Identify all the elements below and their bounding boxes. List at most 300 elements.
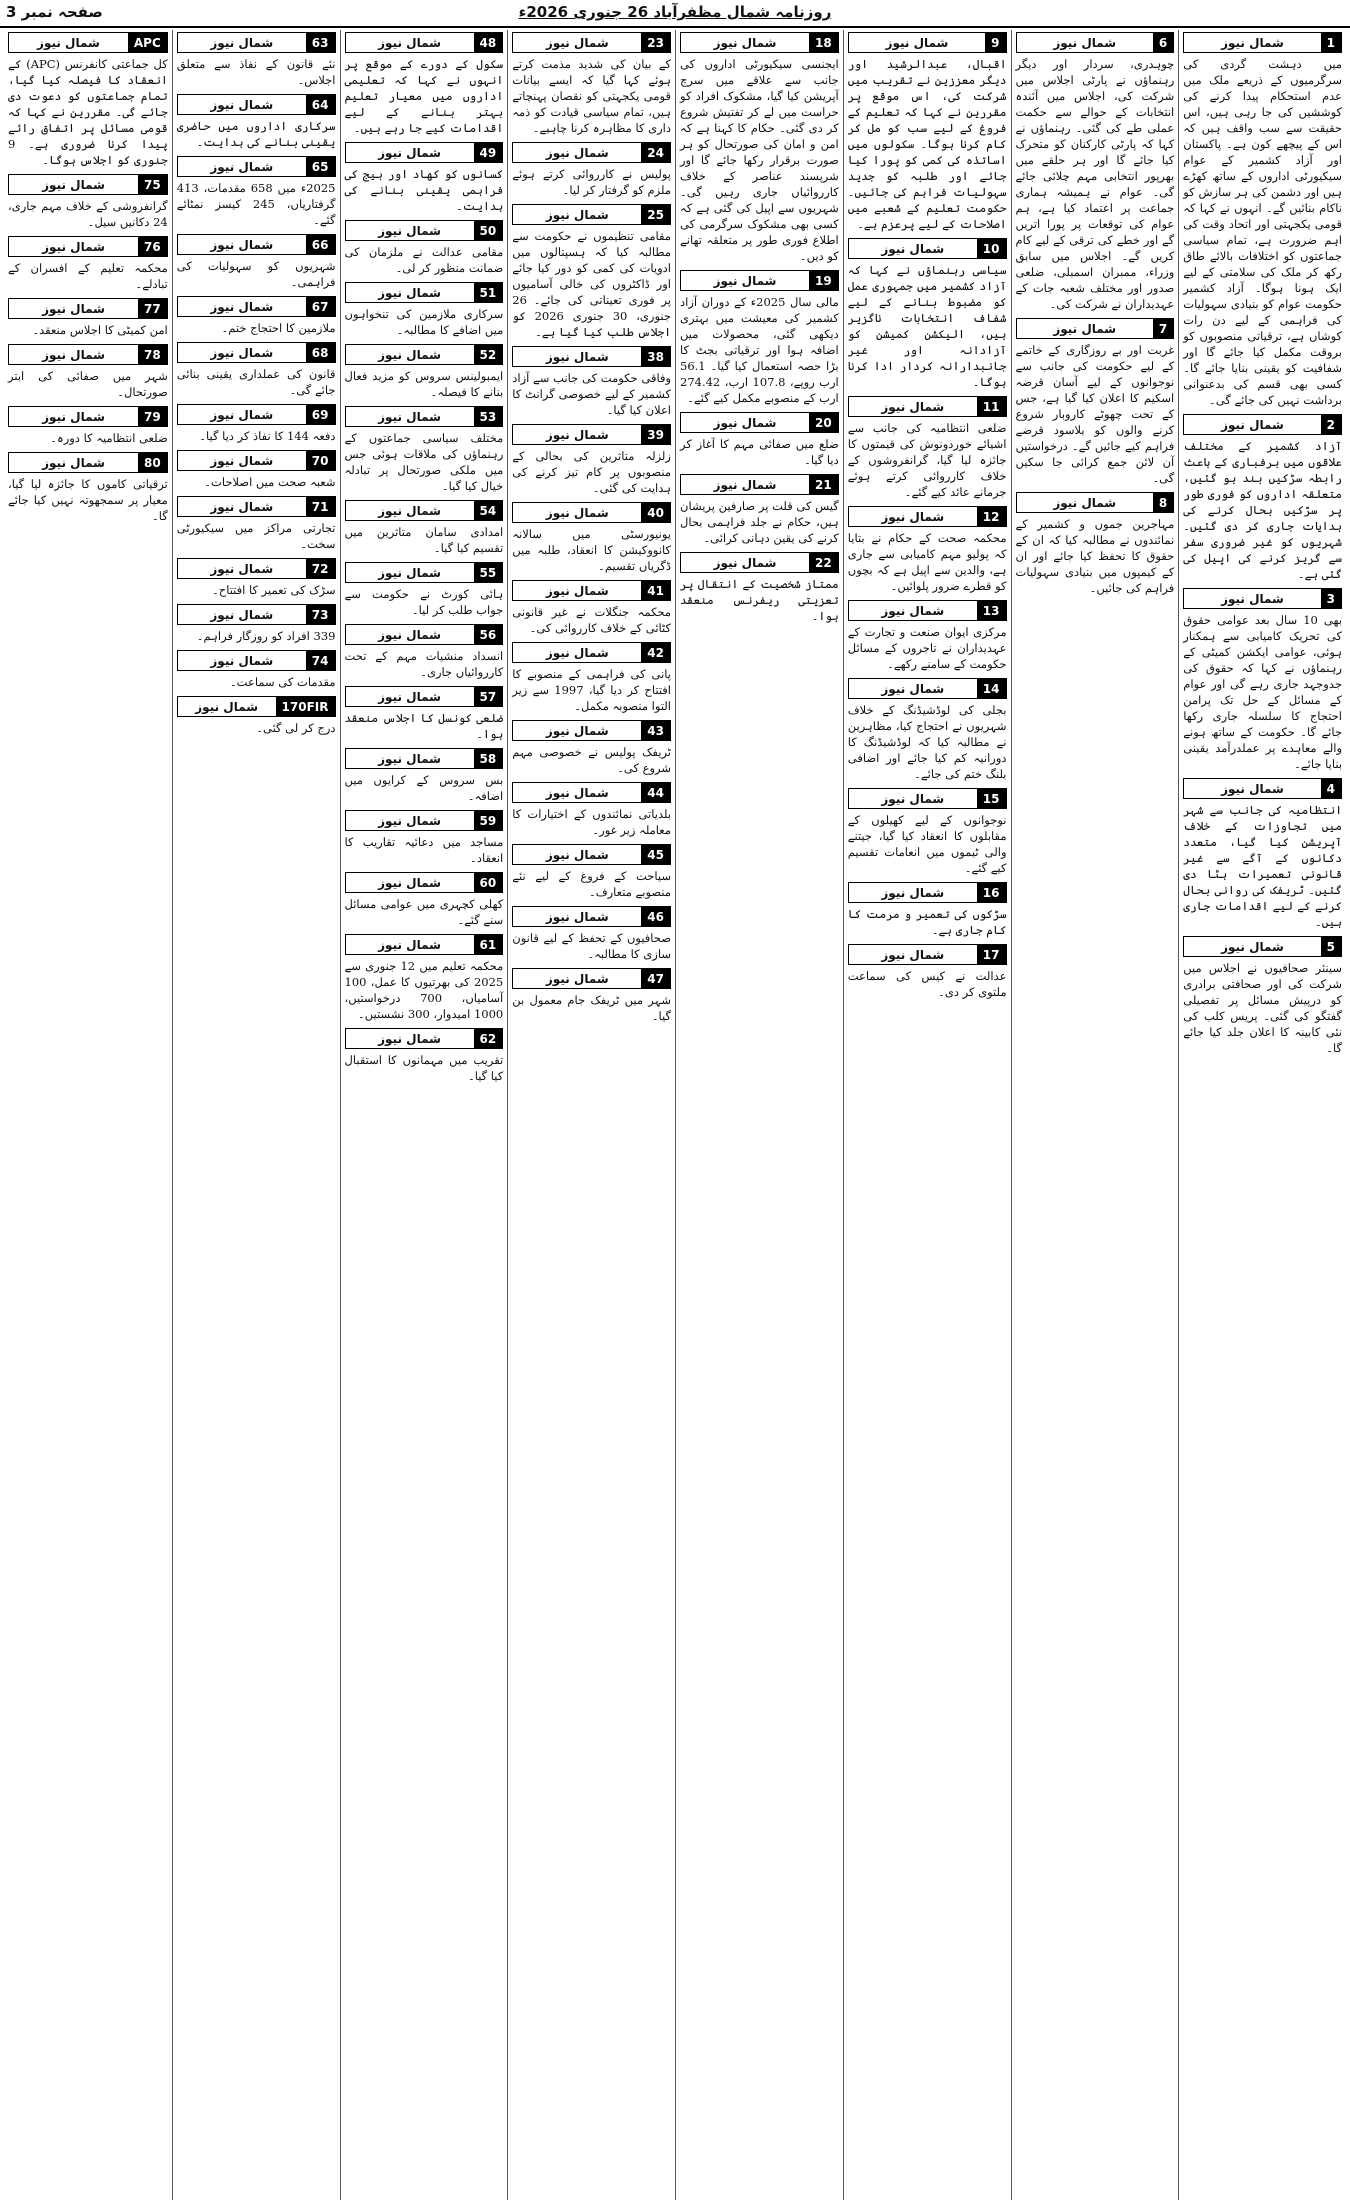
story-number-badge: 7 [1153, 319, 1173, 338]
news-story [340, 1028, 504, 1084]
story-source-label: شمال نیوز [210, 407, 274, 422]
story-header [8, 344, 168, 365]
story-body-text: ٹریفک پولیس نے خصوصی مہم شروع کی۔ [508, 745, 671, 775]
story-source-label: شمال نیوز [378, 813, 441, 828]
story-number-badge: 9 [985, 33, 1005, 52]
story-number-badge: 44 [641, 783, 670, 802]
story-body-text: سکول کے دورے کے موقع پر انہوں نے کہا کہ تعلیمی اداروں میں معیار تعلیم بہتر بنانے کے لیے اقدامات کیے جا رہے ہیں۔ [340, 57, 504, 135]
story-number-badge: 38 [641, 347, 670, 366]
story-number-badge: 58 [474, 749, 503, 768]
story-body-text: غربت اور بے روزگاری کے خاتمے کے لیے حکومت کی جانب سے نوجوانوں کے لیے آسان قرضہ اسکیم کا اعلان کیا گیا ہے، جس کے تحت چھوٹے کاروبار شروع کرنے والوں کو بلاسود قرضے فراہم کیے جائیں گے۔ درخواستیں آن لائن جمع کرائی جا سکیں گی۔ [1011, 343, 1175, 485]
story-source-label: شمال نیوز [210, 345, 274, 360]
story-number-badge: 18 [809, 33, 838, 52]
story-body-text: ترقیاتی کاموں کا جائزہ لیا گیا، معیار پر سمجھوتہ نہیں کیا جائے گا۔ [4, 477, 168, 523]
story-number-badge: 24 [641, 143, 670, 162]
news-story [1179, 778, 1342, 930]
news-story [340, 142, 504, 214]
story-header [512, 906, 671, 927]
story-header [177, 496, 336, 517]
story-header [345, 748, 504, 769]
story-header [848, 32, 1007, 53]
story-source-label: شمال نیوز [545, 583, 609, 598]
story-number-badge: 20 [809, 413, 838, 432]
story-source-label: شمال نیوز [881, 509, 945, 524]
story-number-badge: 45 [641, 845, 670, 864]
story-body-text: وفاقی حکومت کی جانب سے آزاد کشمیر کے لیے خصوصی گرانٹ کا اعلان کیا گیا۔ [508, 371, 671, 417]
news-story [844, 944, 1007, 1000]
story-header [512, 346, 671, 367]
story-body-text: میں دہشت گردی کی سرگرمیوں کے ذریعے ملک میں عدم استحکام پیدا کرنے کی کوششیں کی جا رہی ہیں، اس حقیقت سے سب واقف ہیں کہ اس کے پیچھے کون ہے۔ پاکستان اور آزاد کشمیر کے عوام سیکیورٹی اداروں کے ساتھ کھڑے ہیں اور دشمن کی ہر سازش کو ناکام بنائیں گے۔ انہوں نے کہا کہ قومی یکجہتی اور اتحاد وقت کی اہم ضرورت ہے، تمام سیاسی جماعتوں کو اختلافات بالائے طاق رکھ کر ملک کی سلامتی کے لیے ایک ہونا ہوگا۔ آزاد کشمیر حکومت عوام کو بنیادی سہولیات کی فراہمی کے لیے دن رات کوشاں ہے، ترقیاتی منصوبوں کو بروقت مکمل کیا جائے گا اور شفافیت کو یقینی بنایا جائے گا۔ کسی بھی قسم کی بدعنوانی برداشت نہیں کی جائے گی۔ [1179, 57, 1342, 407]
news-story [4, 344, 168, 400]
story-header [177, 558, 336, 579]
story-number-badge: 16 [977, 883, 1006, 902]
story-source-label: شمال نیوز [42, 409, 105, 424]
story-number-badge: 49 [474, 143, 503, 162]
news-story [676, 270, 839, 406]
masthead [0, 0, 1350, 28]
story-number-badge: 67 [306, 297, 335, 316]
story-header [512, 424, 671, 445]
story-header [345, 624, 504, 645]
story-number-badge: 6 [1153, 33, 1173, 52]
story-body-text: انتظامیہ کی جانب سے شہر میں تجاوزات کے خلاف آپریشن کیا گیا، متعدد دکانوں کے آگے سے غیر قانونی تعمیرات ہٹا دی گئیں۔ ٹریفک کی روانی بحال کرنے کے لیے اقدامات جاری ہیں۔ [1179, 803, 1342, 929]
news-story [508, 502, 671, 574]
story-number-badge: 68 [306, 343, 335, 362]
story-header [680, 270, 839, 291]
story-number-badge: 78 [138, 345, 167, 364]
story-source-label: شمال نیوز [195, 699, 259, 714]
news-story [340, 624, 504, 680]
story-source-label: شمال نیوز [378, 565, 441, 580]
story-number-badge: 170FIR [276, 697, 335, 716]
story-header [512, 642, 671, 663]
story-source-label: شمال نیوز [713, 477, 777, 492]
story-number-badge: 8 [1153, 493, 1173, 512]
story-source-label: شمال نیوز [881, 603, 945, 618]
story-body-text: سڑک کی تعمیر کا افتتاح۔ [212, 583, 336, 597]
story-header [1183, 778, 1342, 799]
story-header [345, 142, 504, 163]
story-header [177, 234, 336, 255]
story-source-label: شمال نیوز [378, 223, 441, 238]
story-body-text: انسداد منشیات مہم کے تحت کارروائیاں جاری۔ [340, 649, 504, 679]
story-header [512, 142, 671, 163]
story-body-text: بس سروس کے کرایوں میں اضافہ۔ [340, 773, 504, 803]
story-header [512, 720, 671, 741]
news-story [340, 220, 504, 276]
story-body-text: سرکاری اداروں میں حاضری یقینی بنانے کی ہدایت۔ [173, 119, 336, 149]
news-story [1011, 492, 1175, 596]
story-source-label: شمال نیوز [881, 947, 945, 962]
story-header [8, 32, 168, 53]
story-body-text: شہر میں ٹریفک جام معمول بن گیا۔ [508, 993, 671, 1023]
news-story [340, 810, 504, 866]
story-source-label: شمال نیوز [378, 689, 441, 704]
news-story [844, 600, 1007, 672]
news-story [508, 424, 671, 496]
news-column [675, 30, 843, 2200]
story-body-text: شہریوں کو سہولیات کی فراہمی۔ [173, 259, 336, 289]
news-column [4, 30, 172, 2200]
story-source-label: شمال نیوز [881, 399, 945, 414]
story-number-badge: 2 [1321, 415, 1341, 434]
story-body-text: ضلع میں صفائی مہم کا آغاز کر دیا گیا۔ [676, 437, 839, 467]
news-story [508, 346, 671, 418]
story-source-label: شمال نیوز [42, 455, 105, 470]
story-body-text: شہر میں صفائی کی ابتر صورتحال۔ [4, 369, 168, 399]
story-number-badge: 69 [306, 405, 335, 424]
news-story [844, 882, 1007, 938]
story-number-badge: 1 [1321, 33, 1341, 52]
story-source-label: شمال نیوز [210, 653, 274, 668]
story-header [512, 844, 671, 865]
news-story [508, 906, 671, 962]
story-body-text: مقامی عدالت نے ملزمان کی ضمانت منظور کر لی۔ [340, 245, 504, 275]
story-number-badge: 62 [474, 1029, 503, 1048]
news-story [177, 404, 336, 444]
story-source-label: شمال نیوز [210, 97, 274, 112]
news-story [177, 604, 336, 644]
story-number-badge: 54 [474, 501, 503, 520]
story-number-badge: 41 [641, 581, 670, 600]
story-source-label: شمال نیوز [210, 561, 274, 576]
story-body-text: کے بیان کی شدید مذمت کرتے ہوئے کہا گیا کہ ایسے بیانات قومی یکجہتی کو نقصان پہنچاتے ہیں، تمام سیاسی قیادت کو ذمہ داری کا مظاہرہ کرنا چاہیے۔ [508, 57, 671, 135]
news-story [508, 782, 671, 838]
story-body-text: نئے قانون کے نفاذ سے متعلق اجلاس۔ [173, 57, 336, 87]
story-header [848, 600, 1007, 621]
story-header [177, 450, 336, 471]
news-column [1178, 30, 1346, 2200]
story-header [8, 298, 168, 319]
story-header [8, 174, 168, 195]
story-number-badge: 23 [641, 33, 670, 52]
news-story [508, 204, 671, 340]
news-story [844, 788, 1007, 876]
story-source-label: شمال نیوز [378, 347, 441, 362]
news-story [508, 720, 671, 776]
story-body-text: مالی سال 2025ء کے دوران آزاد کشمیر کی معیشت میں بہتری دیکھی گئی، محصولات میں اضافہ ہوا اور ترقیاتی بجٹ کا بڑا حصہ استعمال کیا گیا۔ 56.1 ارب روپے، 107.8 ارب، 274.42 ارب کے منصوبے مکمل کیے گئے۔ [676, 295, 839, 405]
news-story [844, 396, 1007, 500]
news-story [177, 696, 336, 736]
story-number-badge: 15 [977, 789, 1006, 808]
news-story [173, 156, 336, 228]
news-column [507, 30, 675, 2200]
story-number-badge: 50 [474, 221, 503, 240]
news-story [1179, 588, 1343, 772]
story-body-text: مختلف سیاسی جماعتوں کے رہنماؤں کی ملاقات ہوئی جس میں ملکی صورتحال پر تبادلہ خیال کیا گیا۔ [340, 431, 504, 493]
story-number-badge: 79 [138, 407, 167, 426]
news-story [1179, 32, 1342, 408]
story-number-badge: 52 [474, 345, 503, 364]
news-story [4, 452, 168, 524]
story-header [177, 342, 336, 363]
story-body-text: ضلعی کونسل کا اجلاس منعقد ہوا۔ [340, 711, 504, 741]
story-number-badge: APC [128, 33, 167, 52]
story-source-label: شمال نیوز [885, 35, 949, 50]
story-source-label: شمال نیوز [545, 145, 609, 160]
story-body-text: امن کمیٹی کا اجلاس منعقد۔ [32, 323, 168, 337]
story-body-text: مقدمات کی سماعت۔ [229, 675, 336, 689]
story-header [1016, 32, 1175, 53]
story-body-text: سیاسی رہنماؤں نے کہا کہ آزاد کشمیر میں جمہوری عمل کو مضبوط بنانے کے لیے شفاف انتخابات ناگزیر ہیں، الیکشن کمیشن کو آزادانہ اور غیر جانبدارانہ کردار ادا کرنا ہوگا۔ [844, 263, 1007, 389]
story-body-text: اقبال، عبدالرشید اور دیگر معززین نے تقریب میں شرکت کی، اس موقع پر مقررین نے کہا کہ تعلیم کے فروغ کے لیے سب کو مل کر کام کرنا ہوگا۔ سکولوں میں اساتذہ کی کمی کو پورا کیا جائے اور طلبہ کو جدید سہولیات فراہم کی جائیں۔ حکومت تعلیم کے شعبے میں اصلاحات کے لیے پرعزم ہے۔ [844, 57, 1007, 231]
story-body-text: چوہدری، سردار اور دیگر رہنماؤں نے پارٹی اجلاس میں شرکت کی، اجلاس میں آئندہ انتخابات کے حوالے سے حکمت عملی طے کی گئی۔ رہنماؤں نے کہا کہ پارٹی کارکنان کو متحرک کیا جائے گا اور ہر حلقے میں بھرپور انتخابی مہم چلائی جائے گی۔ عوام نے ہمیشہ ہماری جماعت پر اعتماد کیا ہے، ہم عوام کی توقعات پر پورا اتریں گے اور خطے کی ترقی کے لیے کام کریں گے۔ اجلاس میں سابق وزراء، ممبران اسمبلی، ضلعی صدور اور مختلف شعبہ جات کے عہدیداران نے شرکت کی۔ [1011, 57, 1175, 311]
story-source-label: شمال نیوز [378, 285, 441, 300]
news-story [1011, 32, 1175, 312]
story-body-text: مہاجرین جموں و کشمیر کے نمائندوں نے مطالبہ کیا کہ ان کے حقوق کا تحفظ کیا جائے اور ان کے کیمپوں میں بنیادی سہولیات فراہم کی جائیں۔ [1011, 517, 1175, 595]
story-source-label: شمال نیوز [1053, 321, 1117, 336]
story-body-text: ممتاز شخصیت کے انتقال پر تعزیتی ریفرنس منعقد ہوا۔ [676, 577, 839, 623]
news-story [676, 412, 839, 468]
story-body-text: صحافیوں کے تحفظ کے لیے قانون سازی کا مطالبہ۔ [508, 931, 671, 961]
story-source-label: شمال نیوز [378, 35, 441, 50]
story-number-badge: 71 [306, 497, 335, 516]
story-body-text: ضلعی انتظامیہ کی جانب سے اشیائے خوردونوش کی قیمتوں کا جائزہ لیا گیا، گرانفروشوں کے خلاف کارروائی کرتے ہوئے جرمانے عائد کیے گئے۔ [844, 421, 1007, 499]
story-source-label: شمال نیوز [210, 159, 274, 174]
story-header [512, 782, 671, 803]
story-source-label: شمال نیوز [545, 847, 609, 862]
news-column [172, 30, 340, 2200]
story-body-text: پانی کی فراہمی کے منصوبے کا افتتاح کر دیا گیا، 1997 سے زیر التوا منصوبہ مکمل۔ [508, 667, 671, 713]
story-source-label: شمال نیوز [378, 751, 441, 766]
story-header [345, 406, 504, 427]
story-body-text: ضلعی انتظامیہ کا دورہ۔ [50, 431, 168, 445]
story-source-label: شمال نیوز [881, 791, 945, 806]
story-number-badge: 64 [306, 95, 335, 114]
story-source-label: شمال نیوز [210, 499, 274, 514]
story-source-label: شمال نیوز [881, 885, 945, 900]
story-body-text: کھلی کچہری میں عوامی مسائل سنے گئے۔ [340, 897, 504, 927]
story-header [345, 32, 504, 53]
story-source-label: شمال نیوز [378, 875, 441, 890]
story-body-text: محکمہ تعلیم کے افسران کے تبادلے۔ [4, 261, 168, 291]
story-header [1183, 588, 1342, 609]
story-body-text: ایمبولینس سروس کو مزید فعال بنانے کا فیصلہ۔ [340, 369, 504, 399]
story-source-label: شمال نیوز [881, 241, 945, 256]
story-number-badge: 48 [474, 33, 503, 52]
story-source-label: شمال نیوز [545, 35, 609, 50]
story-source-label: شمال نیوز [713, 273, 777, 288]
story-header [848, 238, 1007, 259]
story-header [1183, 414, 1342, 435]
story-source-label: شمال نیوز [378, 145, 441, 160]
story-header [177, 156, 336, 177]
story-header [345, 872, 504, 893]
story-body-text: تقریب میں مہمانوں کا استقبال کیا گیا۔ [340, 1053, 504, 1083]
story-header [177, 94, 336, 115]
story-source-label: شمال نیوز [545, 909, 609, 924]
news-story [173, 496, 336, 552]
news-story [340, 344, 504, 400]
story-source-label: شمال نیوز [210, 35, 274, 50]
news-story [676, 474, 839, 546]
page-number: صفحہ نمبر 3 [6, 3, 103, 21]
news-story [340, 406, 504, 494]
news-story [173, 342, 336, 398]
story-number-badge: 3 [1321, 589, 1341, 608]
news-story [844, 506, 1007, 594]
story-number-badge: 4 [1321, 779, 1341, 798]
story-source-label: شمال نیوز [545, 971, 609, 986]
story-number-badge: 19 [809, 271, 838, 290]
story-number-badge: 12 [977, 507, 1006, 526]
story-header [1016, 492, 1175, 513]
story-body-text: 339 افراد کو روزگار فراہم۔ [196, 629, 336, 643]
story-source-label: شمال نیوز [1221, 417, 1284, 432]
story-source-label: شمال نیوز [1221, 35, 1284, 50]
story-number-badge: 40 [641, 503, 670, 522]
news-story [340, 934, 504, 1022]
story-number-badge: 56 [474, 625, 503, 644]
story-body-text: دفعہ 144 کا نفاذ کر دیا گیا۔ [199, 429, 336, 443]
newspaper-title-date: روزنامہ شمال مظفرآباد 26 جنوری 2026ء [518, 3, 832, 21]
news-story [676, 552, 839, 624]
story-source-label: شمال نیوز [1221, 939, 1284, 954]
story-header [345, 810, 504, 831]
news-story [340, 686, 504, 742]
news-story [508, 580, 671, 636]
story-source-label: شمال نیوز [378, 627, 441, 642]
story-number-badge: 57 [474, 687, 503, 706]
story-header [345, 562, 504, 583]
story-source-label: شمال نیوز [713, 555, 777, 570]
story-number-badge: 39 [641, 425, 670, 444]
story-source-label: شمال نیوز [1221, 781, 1284, 796]
story-source-label: شمال نیوز [545, 349, 609, 364]
news-story [844, 32, 1007, 232]
news-story [173, 234, 336, 290]
story-number-badge: 10 [977, 239, 1006, 258]
story-header [345, 220, 504, 241]
story-source-label: شمال نیوز [881, 681, 945, 696]
story-body-text: عدالت نے کیس کی سماعت ملتوی کر دی۔ [844, 969, 1007, 999]
story-body-text: بلدیاتی نمائندوں کے اختیارات کا معاملہ زیر غور۔ [508, 807, 671, 837]
story-body-text: گیس کی قلت پر صارفین پریشان ہیں، حکام نے جلد فراہمی بحال کرنے کی یقین دہانی کرائی۔ [676, 499, 839, 545]
story-number-badge: 22 [809, 553, 838, 572]
story-source-label: شمال نیوز [42, 347, 105, 362]
story-number-badge: 21 [809, 475, 838, 494]
story-source-label: شمال نیوز [713, 35, 777, 50]
story-body-text: تجارتی مراکز میں سیکیورٹی سخت۔ [173, 521, 336, 551]
story-number-badge: 11 [977, 397, 1006, 416]
story-source-label: شمال نیوز [545, 723, 609, 738]
news-story [844, 238, 1007, 390]
story-header [848, 882, 1007, 903]
news-story [676, 32, 839, 264]
story-body-text: آزاد کشمیر کے مختلف علاقوں میں برفباری کے باعث رابطہ سڑکیں بند ہو گئیں، متعلقہ اداروں کو فوری طور پر سڑکیں بحال کرنے کی ہدایات جاری کر دی گئیں۔ شہریوں کو غیر ضروری سفر سے گریز کرنے کی اپیل کی گئی ہے۔ [1179, 439, 1342, 581]
story-source-label: شمال نیوز [545, 645, 609, 660]
story-number-badge: 73 [306, 605, 335, 624]
news-story [8, 298, 168, 338]
story-header [848, 944, 1007, 965]
news-story [177, 558, 336, 598]
story-source-label: شمال نیوز [713, 415, 777, 430]
story-body-text: پولیس نے کارروائی کرتے ہوئے ملزم کو گرفتار کر لیا۔ [508, 167, 671, 197]
story-body-text: قانون کی عملداری یقینی بنائی جائے گی۔ [173, 367, 336, 397]
story-source-label: شمال نیوز [210, 299, 274, 314]
story-header [345, 500, 504, 521]
story-body-text: مقامی تنظیموں نے حکومت سے مطالبہ کیا کہ ہسپتالوں میں ادویات کی کمی کو دور کیا جائے اور ڈاکٹروں کی خالی آسامیوں پر فوری تعیناتی کی جائے۔ 26 جنوری، 30 جنوری 2026 کو اجلاس طلب کیا گیا ہے۔ [508, 229, 671, 339]
story-header [345, 934, 504, 955]
news-column [1011, 30, 1179, 2200]
news-story [173, 94, 336, 150]
story-header [680, 552, 839, 573]
story-header [177, 650, 336, 671]
story-source-label: شمال نیوز [210, 453, 274, 468]
story-number-badge: 80 [138, 453, 167, 472]
story-header [8, 236, 168, 257]
news-story [340, 748, 504, 804]
news-story [844, 678, 1007, 782]
story-header [177, 404, 336, 425]
news-column [843, 30, 1011, 2200]
story-number-badge: 61 [474, 935, 503, 954]
news-story [340, 562, 504, 618]
story-header [848, 678, 1007, 699]
story-source-label: شمال نیوز [378, 937, 441, 952]
story-source-label: شمال نیوز [210, 607, 274, 622]
story-source-label: شمال نیوز [378, 409, 441, 424]
story-header [177, 696, 336, 717]
news-story [4, 32, 168, 168]
story-source-label: شمال نیوز [42, 301, 105, 316]
story-number-badge: 77 [138, 299, 167, 318]
story-number-badge: 63 [306, 33, 335, 52]
story-number-badge: 74 [306, 651, 335, 670]
story-body-text: محکمہ صحت کے حکام نے بتایا کہ پولیو مہم کامیابی سے جاری ہے، والدین سے اپیل ہے کہ بچوں کو قطرے ضرور پلوائیں۔ [844, 531, 1007, 593]
story-header [512, 32, 671, 53]
news-story [1179, 936, 1342, 1056]
story-body-text: 2025ء میں 658 مقدمات، 413 گرفتاریاں، 245 کیسز نمٹائے گئے۔ [173, 181, 336, 227]
news-column [340, 30, 508, 2200]
story-number-badge: 43 [641, 721, 670, 740]
story-header [345, 282, 504, 303]
story-number-badge: 25 [641, 205, 670, 224]
story-source-label: شمال نیوز [545, 785, 609, 800]
story-header [8, 452, 168, 473]
story-source-label: شمال نیوز [37, 35, 100, 50]
news-story [508, 968, 671, 1024]
story-body-text: مرکزی ایوان صنعت و تجارت کے عہدیداران نے تاجروں کے مسائل حکومت کے سامنے رکھے۔ [844, 625, 1007, 671]
story-body-text: زلزلہ متاثرین کی بحالی کے منصوبوں پر کام تیز کرنے کی ہدایت کی گئی۔ [508, 449, 671, 495]
story-header [8, 406, 168, 427]
story-source-label: شمال نیوز [378, 1031, 441, 1046]
story-number-badge: 66 [306, 235, 335, 254]
story-body-text: شعبہ صحت میں اصلاحات۔ [204, 475, 336, 489]
story-header [1016, 318, 1175, 339]
story-source-label: شمال نیوز [378, 503, 441, 518]
story-number-badge: 55 [474, 563, 503, 582]
news-story [177, 450, 336, 490]
story-header [848, 396, 1007, 417]
news-story [340, 872, 504, 928]
news-story [1179, 414, 1342, 582]
story-header [345, 1028, 504, 1049]
story-source-label: شمال نیوز [545, 427, 609, 442]
story-number-badge: 75 [138, 175, 167, 194]
story-body-text: ایجنسی سیکیورٹی اداروں کی جانب سے علاقے میں سرچ آپریشن کیا گیا، مشکوک افراد کو حراست میں لے کر تفتیش شروع کر دی گئی۔ حکام کا کہنا ہے کہ امن و امان کی صورتحال کو ہر صورت برقرار رکھا جائے گا اور شرپسند عناصر کے خلاف کارروائیاں جاری رہیں گی۔ شہریوں سے اپیل کی گئی ہے کہ کسی بھی مشکوک سرگرمی کی اطلاع فوری طور پر متعلقہ تھانے کو دیں۔ [676, 57, 839, 263]
story-number-badge: 5 [1321, 937, 1341, 956]
story-header [512, 502, 671, 523]
news-story [1011, 318, 1175, 486]
story-source-label: شمال نیوز [545, 207, 609, 222]
story-source-label: شمال نیوز [1221, 591, 1284, 606]
story-number-badge: 42 [641, 643, 670, 662]
story-body-text: نوجوانوں کے لیے کھیلوں کے مقابلوں کا انعقاد کیا گیا، جیتنے والی ٹیموں میں انعامات تقسیم کیے گئے۔ [844, 813, 1007, 875]
story-header [848, 788, 1007, 809]
news-story [340, 500, 504, 556]
story-body-text: محکمہ تعلیم میں 12 جنوری سے 2025 کی بھرتیوں کا عمل، 100 آسامیاں، 700 درخواستیں، 1000 امیدوار، 300 نشستیں۔ [340, 959, 504, 1021]
